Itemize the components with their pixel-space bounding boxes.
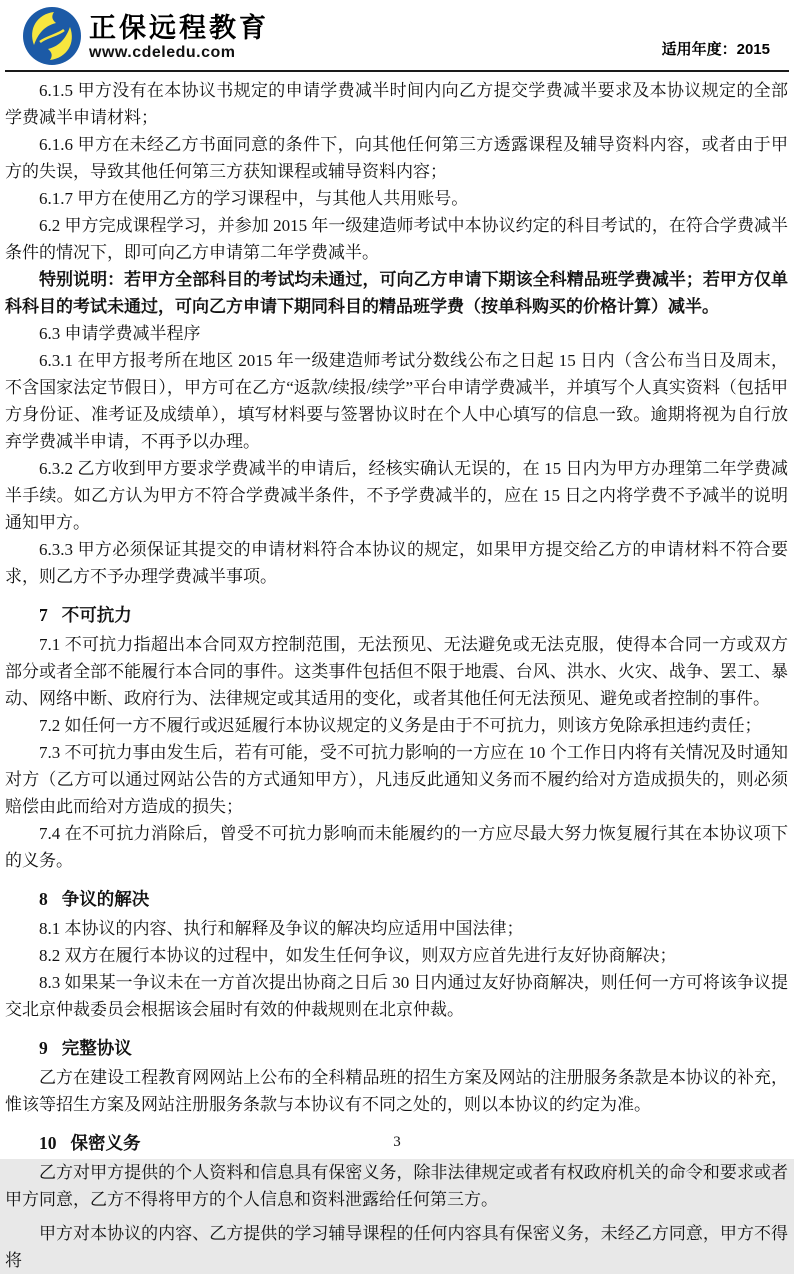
section-number: 8	[39, 889, 48, 909]
cdeledu-logo-icon	[22, 6, 82, 66]
section-heading	[5, 886, 788, 913]
applicable-year-label: 适用年度：2015	[661, 41, 770, 58]
paragraph: 6.3.3 甲方必须保证其提交的申请材料符合本协议的规定，如果甲方提交给乙方的申请材料不符合要求，则乙方不予办理学费减半事项。	[5, 540, 788, 586]
document-body	[5, 77, 788, 1274]
section-title: 保密义务	[70, 1133, 141, 1153]
paragraph: 6.1.5 甲方没有在本协议书规定的申请学费减半时间内向乙方提交学费减半要求及本协议规定的全部学费减半申请材料；	[5, 81, 788, 127]
paragraph: 7.2 如任何一方不履行或迟延履行本协议规定的义务是由于不可抗力，则该方免除承担违约责任；	[39, 716, 762, 735]
cdeledu-logo	[22, 6, 269, 66]
brand-name: 正保远程教育	[89, 13, 269, 43]
section-heading	[5, 1035, 788, 1062]
brand-text	[89, 6, 269, 62]
paragraph: 7.3 不可抗力事由发生后，若有可能，受不可抗力影响的一方应在 10 个工作日内将有关情况及时通知对方（乙方可以通过网站公告的方式通知甲方），凡违反此通知义务而不履约给对方造成损失的，则必须赔偿由此而给对方造成的损失；	[5, 743, 788, 816]
paragraph: 特别说明：若甲方全部科目的考试均未通过，可向乙方申请下期该全科精品班学费减半；若甲方仅单科科目的考试未通过，可向乙方申请下期同科目的精品班学费（按单科购买的价格计算）减半。	[5, 270, 788, 316]
section-number: 7	[39, 605, 48, 625]
paragraph: 6.3.1 在甲方报考所在地区 2015 年一级建造师考试分数线公布之日起 15 日内（含公布当日及周末，不含国家法定节假日），甲方可在乙方“返款/续报/续学”平台申请学费减半，并填写个人真实资料（包括甲方身份证、准考证及成绩单），填写材料要与签署协议时在个人中心填写的信息一致。逾期将视为自行放弃学费减半申请，不再予以办理。	[5, 351, 788, 451]
brand-url: www.cdeledu.com	[89, 44, 236, 61]
section-title: 争议的解决	[61, 889, 150, 909]
section-title: 完整协议	[61, 1038, 132, 1058]
paragraph: 6.1.6 甲方在未经乙方书面同意的条件下，向其他任何第三方透露课程及辅导资料内容，或者由于甲方的失误，导致其他任何第三方获知课程或辅导资料内容；	[5, 135, 788, 181]
paragraph: 6.2 甲方完成课程学习，并参加 2015 年一级建造师考试中本协议约定的科目考试的，在符合学费减半条件的情况下，即可向乙方申请第二年学费减半。	[5, 216, 788, 262]
paragraph: 甲方对本协议的内容、乙方提供的学习辅导课程的任何内容具有保密义务，未经乙方同意，甲方不得将	[5, 1224, 788, 1270]
page-number: 3	[393, 1134, 401, 1150]
section-heading	[5, 602, 788, 629]
section-number: 9	[39, 1038, 48, 1058]
paragraph: 乙方对甲方提供的个人资料和信息具有保密义务，除非法律规定或者有权政府机关的命令和要求或者甲方同意，乙方不得将甲方的个人信息和资料泄露给任何第三方。	[5, 1163, 788, 1209]
paragraph: 6.1.7 甲方在使用乙方的学习课程中，与其他人共用账号。	[39, 189, 469, 208]
paragraph: 乙方在建设工程教育网网站上公布的全科精品班的招生方案及网站的注册服务条款是本协议的补充，惟该等招生方案及网站注册服务条款与本协议有不同之处的，则以本协议的约定为准。	[5, 1068, 788, 1114]
paragraph: 6.3 申请学费减半程序	[39, 324, 201, 343]
page-header	[0, 0, 794, 70]
paragraph: 6.3.2 乙方收到甲方要求学费减半的申请后，经核实确认无误的，在 15 日内为甲方办理第二年学费减半手续。如乙方认为甲方不符合学费减半条件，不予学费减半的，应在 15 日之内将学费不予减半的说明通知甲方。	[5, 459, 788, 532]
section-number: 10	[39, 1133, 57, 1153]
paragraph: 8.2 双方在履行本协议的过程中，如发生任何争议，则双方应首先进行友好协商解决；	[39, 946, 677, 965]
header-divider	[5, 70, 789, 72]
paragraph: 7.4 在不可抗力消除后，曾受不可抗力影响而未能履约的一方应尽最大努力恢复履行其在本协议项下的义务。	[5, 824, 788, 870]
paragraph: 8.1 本协议的内容、执行和解释及争议的解决均应适用中国法律；	[39, 919, 524, 938]
paragraph: 7.1 不可抗力指超出本合同双方控制范围，无法预见、无法避免或无法克服，使得本合同一方或双方部分或者全部不能履行本合同的事件。这类事件包括但不限于地震、台风、洪水、火灾、战争、罢工、暴动、网络中断、政府行为、法律规定或其适用的变化，或者其他任何无法预见、避免或者控制的事件。	[5, 635, 788, 708]
paragraph: 8.3 如果某一争议未在一方首次提出协商之日后 30 日内通过友好协商解决，则任何一方可将该争议提交北京仲裁委员会根据该会届时有效的仲裁规则在北京仲裁。	[5, 973, 788, 1019]
section-title: 不可抗力	[61, 605, 132, 625]
